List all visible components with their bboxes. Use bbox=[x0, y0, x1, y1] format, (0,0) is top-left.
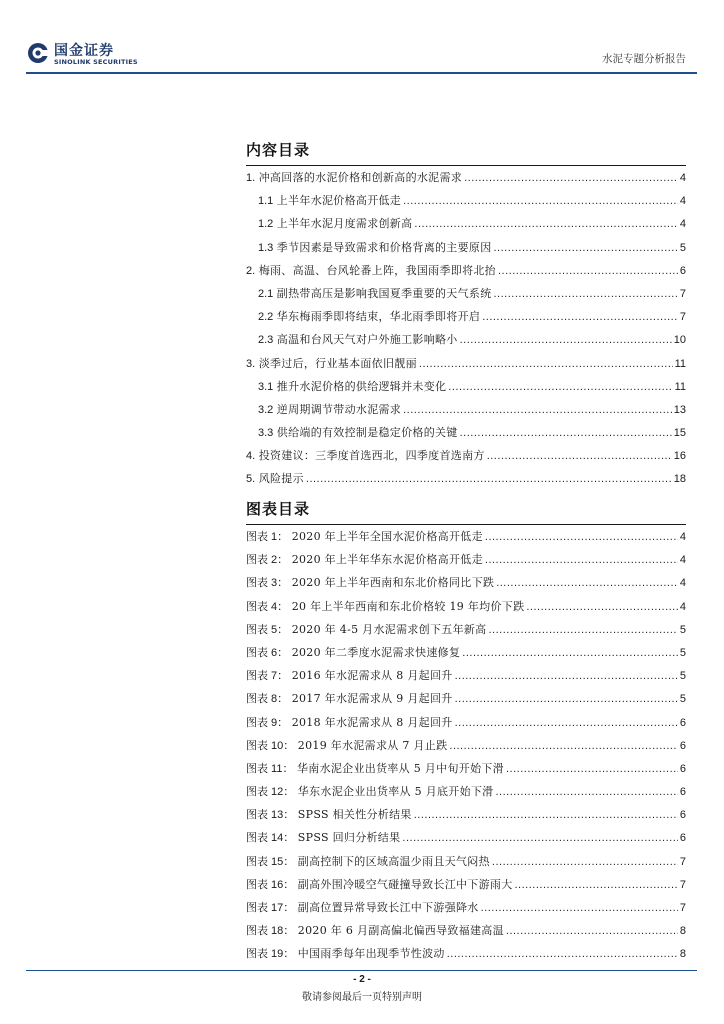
toc-entry-number: 2.1 bbox=[258, 287, 274, 300]
toc-entry-number: 1.2 bbox=[258, 218, 274, 231]
report-type-label: 水泥专题分析报告 bbox=[602, 53, 686, 65]
toc-leader-dots bbox=[485, 526, 678, 549]
toc-entry[interactable] bbox=[246, 548, 686, 571]
toc-entry-number: 图表 4： bbox=[246, 600, 289, 613]
toc-entry-title: 梅雨、高温、台风轮番上阵，我国雨季即将北抬 bbox=[258, 263, 496, 277]
toc-entry-title: 2016 年水泥需求从 8 月起回升 bbox=[291, 669, 453, 683]
toc-leader-dots bbox=[506, 758, 678, 781]
toc-leader-dots bbox=[306, 468, 672, 491]
toc-entry-number: 图表 5： bbox=[246, 623, 289, 636]
toc-entry[interactable] bbox=[246, 757, 686, 780]
toc-page-number: 7 bbox=[679, 878, 686, 891]
toc-entry-title: 投资建议：三季度首选西北，四季度首选南方 bbox=[258, 449, 485, 463]
toc-entry-number: 图表 8： bbox=[246, 693, 289, 706]
toc-leader-dots bbox=[496, 781, 678, 804]
toc-entry[interactable] bbox=[246, 444, 686, 467]
toc-entry-title: 淡季过后，行业基本面依旧靓丽 bbox=[258, 356, 417, 370]
toc-entry-title: 2020 年 4-5 月水泥需求创下五年新高 bbox=[291, 622, 487, 636]
toc-entry-title: 华东水泥企业出货率从 5 月底开始下滑 bbox=[297, 785, 494, 799]
page-number: - 2 - bbox=[353, 974, 371, 985]
toc-entry-title: SPSS 回归分析结果 bbox=[297, 831, 401, 845]
toc-page-number: 7 bbox=[679, 902, 686, 914]
toc-entry[interactable] bbox=[246, 873, 686, 896]
toc-leader-dots bbox=[455, 712, 678, 735]
toc-entry[interactable] bbox=[246, 711, 686, 734]
toc-entry-number: 图表 14： bbox=[246, 832, 295, 845]
toc-entry-title: 2019 年水泥需求从 7 月止跌 bbox=[297, 738, 448, 752]
toc-leader-dots bbox=[526, 596, 678, 619]
toc-entry-number: 图表 17： bbox=[246, 902, 295, 914]
toc-entry-number: 图表 19： bbox=[246, 948, 295, 961]
toc-entry[interactable] bbox=[246, 525, 686, 548]
toc-entry-number: 图表 7： bbox=[246, 670, 289, 683]
toc-leader-dots bbox=[449, 735, 677, 758]
toc-entry-number: 图表 1： bbox=[246, 531, 289, 543]
toc-entry[interactable] bbox=[246, 595, 686, 618]
toc-entry-title: 20 年上半年西南和东北价格较 19 年均价下跌 bbox=[291, 599, 525, 613]
toc-page-number: 10 bbox=[673, 334, 686, 347]
toc-page-number: 4 bbox=[679, 172, 686, 184]
toc-entry-title: 华南水泥企业出货率从 5 月中旬开始下滑 bbox=[296, 761, 504, 775]
header-divider bbox=[26, 72, 697, 74]
toc-leader-dots bbox=[488, 619, 677, 642]
toc-leader-dots bbox=[403, 399, 672, 422]
toc-entry[interactable] bbox=[246, 803, 686, 826]
toc-entry-title: 华东梅雨季即将结束，华北雨季即将开启 bbox=[276, 310, 481, 324]
footer-disclaimer: 敬请参阅最后一页特别声明 bbox=[302, 992, 422, 1003]
toc-entry[interactable] bbox=[246, 850, 686, 873]
toc-entry-title: 副高位置异常导致长江中下游强降水 bbox=[297, 901, 479, 914]
toc-page-number: 5 bbox=[679, 241, 686, 254]
toc-page-number: 4 bbox=[679, 195, 686, 208]
toc-entry-title: 上半年水泥价格高开低走 bbox=[276, 194, 402, 208]
toc-page-number: 6 bbox=[679, 264, 686, 277]
toc-leader-dots bbox=[403, 190, 678, 213]
toc-entry-title: 高温和台风天气对户外施工影响略小 bbox=[276, 333, 458, 347]
toc-entry-title: 上半年水泥月度需求创新高 bbox=[276, 217, 413, 231]
toc-page-number: 4 bbox=[679, 554, 686, 567]
toc-entry-number: 2.2 bbox=[258, 311, 274, 324]
toc-page-number: 13 bbox=[673, 403, 686, 416]
toc-entry-title: 风险提示 bbox=[258, 472, 304, 486]
toc-entry[interactable] bbox=[246, 212, 686, 235]
toc-leader-dots bbox=[498, 260, 678, 283]
toc-leader-dots bbox=[506, 920, 678, 943]
toc-leader-dots bbox=[487, 445, 672, 468]
logo-english-name: SINOLINK SECURITIES bbox=[54, 58, 138, 66]
toc-entry-title: 2018 年水泥需求从 8 月起回升 bbox=[291, 715, 453, 729]
figures-list bbox=[246, 525, 686, 966]
toc-page-number: 6 bbox=[679, 762, 686, 775]
toc-entry[interactable] bbox=[246, 826, 686, 849]
toc-entry[interactable] bbox=[246, 189, 686, 212]
toc-entry[interactable] bbox=[246, 641, 686, 664]
toc-entry-number: 1.1 bbox=[258, 195, 274, 208]
toc-page-number: 7 bbox=[679, 855, 686, 868]
toc-entry-number: 图表 11： bbox=[246, 762, 294, 775]
contents-title: 内容目录 bbox=[246, 141, 311, 159]
toc-entry[interactable] bbox=[246, 467, 686, 490]
toc-entry[interactable] bbox=[246, 687, 686, 710]
toc-entry[interactable] bbox=[246, 734, 686, 757]
toc-entry-title: 2020 年上半年华东水泥价格高开低走 bbox=[291, 553, 483, 567]
toc-leader-dots bbox=[494, 283, 678, 306]
toc-page-number: 5 bbox=[679, 623, 686, 636]
toc-leader-dots bbox=[492, 851, 678, 874]
toc-leader-dots bbox=[494, 237, 678, 260]
toc-page-number: 6 bbox=[679, 809, 686, 822]
toc-page-number: 4 bbox=[679, 218, 686, 231]
toc-entry-title: 2020 年二季度水泥需求快速修复 bbox=[291, 645, 461, 659]
toc-entry[interactable] bbox=[246, 896, 686, 919]
toc-entry-title: 供给端的有效控制是稳定价格的关键 bbox=[276, 426, 458, 440]
toc-entry-number: 图表 6： bbox=[246, 646, 289, 659]
toc-leader-dots bbox=[448, 376, 672, 399]
toc-page-number: 11 bbox=[674, 357, 686, 370]
toc-entry[interactable] bbox=[246, 328, 686, 351]
toc-page-number: 4 bbox=[679, 531, 686, 543]
toc-leader-dots bbox=[414, 804, 678, 827]
toc-entry-title: 2020 年上半年西南和东北价格同比下跌 bbox=[291, 576, 495, 590]
toc-leader-dots bbox=[455, 688, 678, 711]
toc-leader-dots bbox=[515, 874, 678, 897]
toc-entry-title: 2017 年水泥需求从 9 月起回升 bbox=[291, 692, 453, 706]
toc-page-number: 8 bbox=[679, 925, 686, 938]
toc-page-number: 7 bbox=[679, 311, 686, 324]
toc-leader-dots bbox=[482, 306, 678, 329]
toc-entry-number: 图表 12： bbox=[246, 786, 295, 799]
toc-page-number: 16 bbox=[673, 450, 686, 463]
toc-entry-number: 3. bbox=[246, 357, 256, 370]
figures-title: 图表目录 bbox=[246, 500, 311, 518]
contents-section bbox=[246, 139, 686, 491]
toc-page-number: 11 bbox=[674, 380, 686, 393]
toc-leader-dots bbox=[455, 665, 678, 688]
toc-leader-dots bbox=[460, 422, 672, 445]
toc-page-number: 18 bbox=[673, 473, 686, 486]
footer-divider bbox=[26, 970, 697, 971]
toc-entry[interactable] bbox=[246, 618, 686, 641]
toc-entry-title: 2020 年 6 月副高偏北偏西导致福建高温 bbox=[297, 924, 504, 938]
toc-entry[interactable] bbox=[246, 919, 686, 942]
toc-entry-number: 图表 2： bbox=[246, 554, 289, 567]
toc-entry-title: 推升水泥价格的供给逻辑并未变化 bbox=[276, 379, 447, 393]
toc-entry-title: 副高控制下的区域高温少雨且天气闷热 bbox=[297, 854, 490, 868]
toc-leader-dots bbox=[485, 549, 678, 572]
toc-entry-number: 图表 16： bbox=[246, 878, 295, 891]
toc-page-number: 8 bbox=[679, 948, 686, 961]
toc-entry-title: 2020 年上半年全国水泥价格高开低走 bbox=[291, 530, 483, 543]
toc-entry-title: 中国雨季每年出现季节性波动 bbox=[297, 947, 445, 961]
toc-entry[interactable] bbox=[246, 236, 686, 259]
toc-entry[interactable] bbox=[246, 421, 686, 444]
toc-page-number: 5 bbox=[679, 693, 686, 706]
toc-entry[interactable] bbox=[246, 282, 686, 305]
toc-entry-number: 图表 3： bbox=[246, 577, 289, 590]
toc-entry[interactable] bbox=[246, 305, 686, 328]
toc-entry[interactable] bbox=[246, 780, 686, 803]
toc-leader-dots bbox=[414, 213, 677, 236]
toc-entry-title: 副高外围冷暖空气碰撞导致长江中下游雨大 bbox=[297, 877, 513, 891]
toc-entry-number: 2. bbox=[246, 264, 256, 277]
toc-page-number: 6 bbox=[679, 739, 686, 752]
toc-entry-number: 3.2 bbox=[258, 403, 274, 416]
toc-entry-title: SPSS 相关性分析结果 bbox=[297, 808, 412, 822]
toc-entry-number: 3.3 bbox=[258, 427, 274, 440]
toc-entry-number: 2.3 bbox=[258, 334, 274, 347]
page-header bbox=[0, 0, 724, 80]
toc-page-number: 4 bbox=[679, 577, 686, 590]
toc-entry-number: 图表 18： bbox=[246, 925, 295, 938]
toc-page-number: 6 bbox=[679, 716, 686, 729]
toc-entry[interactable] bbox=[246, 664, 686, 687]
toc-entry-number: 1. bbox=[246, 172, 256, 184]
toc-leader-dots bbox=[462, 642, 678, 665]
toc-page-number: 6 bbox=[679, 832, 686, 845]
toc-entry-number: 图表 10： bbox=[246, 739, 295, 752]
logo-chinese-name: 国金证券 bbox=[54, 43, 114, 59]
toc-leader-dots bbox=[419, 353, 673, 376]
toc-leader-dots bbox=[496, 572, 678, 595]
toc-page-number: 7 bbox=[679, 287, 686, 300]
toc-entry-number: 4. bbox=[246, 450, 256, 463]
toc-entry[interactable] bbox=[246, 352, 686, 375]
figures-section bbox=[246, 498, 686, 966]
toc-entry-number: 图表 9： bbox=[246, 716, 289, 729]
toc-entry[interactable] bbox=[246, 259, 686, 282]
toc-entry-title: 冲高回落的水泥价格和创新高的水泥需求 bbox=[258, 171, 463, 184]
toc-page-number: 15 bbox=[673, 427, 686, 440]
toc-entry-number: 图表 15： bbox=[246, 855, 295, 868]
toc-leader-dots bbox=[402, 827, 677, 850]
toc-entry[interactable] bbox=[246, 398, 686, 421]
toc-leader-dots bbox=[447, 943, 678, 966]
toc-page-number: 5 bbox=[679, 670, 686, 683]
toc-page-number: 6 bbox=[679, 786, 686, 799]
toc-entry[interactable] bbox=[246, 942, 686, 965]
toc-entry-title: 副热带高压是影响我国夏季重要的天气系统 bbox=[276, 286, 492, 300]
toc-entry-title: 季节因素是导致需求和价格背离的主要原因 bbox=[276, 240, 492, 254]
toc-entry-number: 图表 13： bbox=[246, 809, 295, 822]
company-logo bbox=[27, 40, 147, 70]
toc-leader-dots bbox=[481, 897, 678, 920]
toc-page-number: 4 bbox=[679, 600, 686, 613]
toc-entry-number: 5. bbox=[246, 473, 256, 486]
toc-page-number: 5 bbox=[679, 646, 686, 659]
toc-entry[interactable] bbox=[246, 166, 686, 189]
toc-leader-dots bbox=[464, 167, 678, 190]
sinolink-logo-icon bbox=[27, 42, 49, 64]
toc-entry-number: 3.1 bbox=[258, 380, 274, 393]
toc-leader-dots bbox=[460, 329, 672, 352]
toc-entry-number: 1.3 bbox=[258, 241, 274, 254]
toc-entry-title: 逆周期调节带动水泥需求 bbox=[276, 402, 402, 416]
toc-entry[interactable] bbox=[246, 571, 686, 594]
toc-entry[interactable] bbox=[246, 375, 686, 398]
contents-list bbox=[246, 166, 686, 491]
